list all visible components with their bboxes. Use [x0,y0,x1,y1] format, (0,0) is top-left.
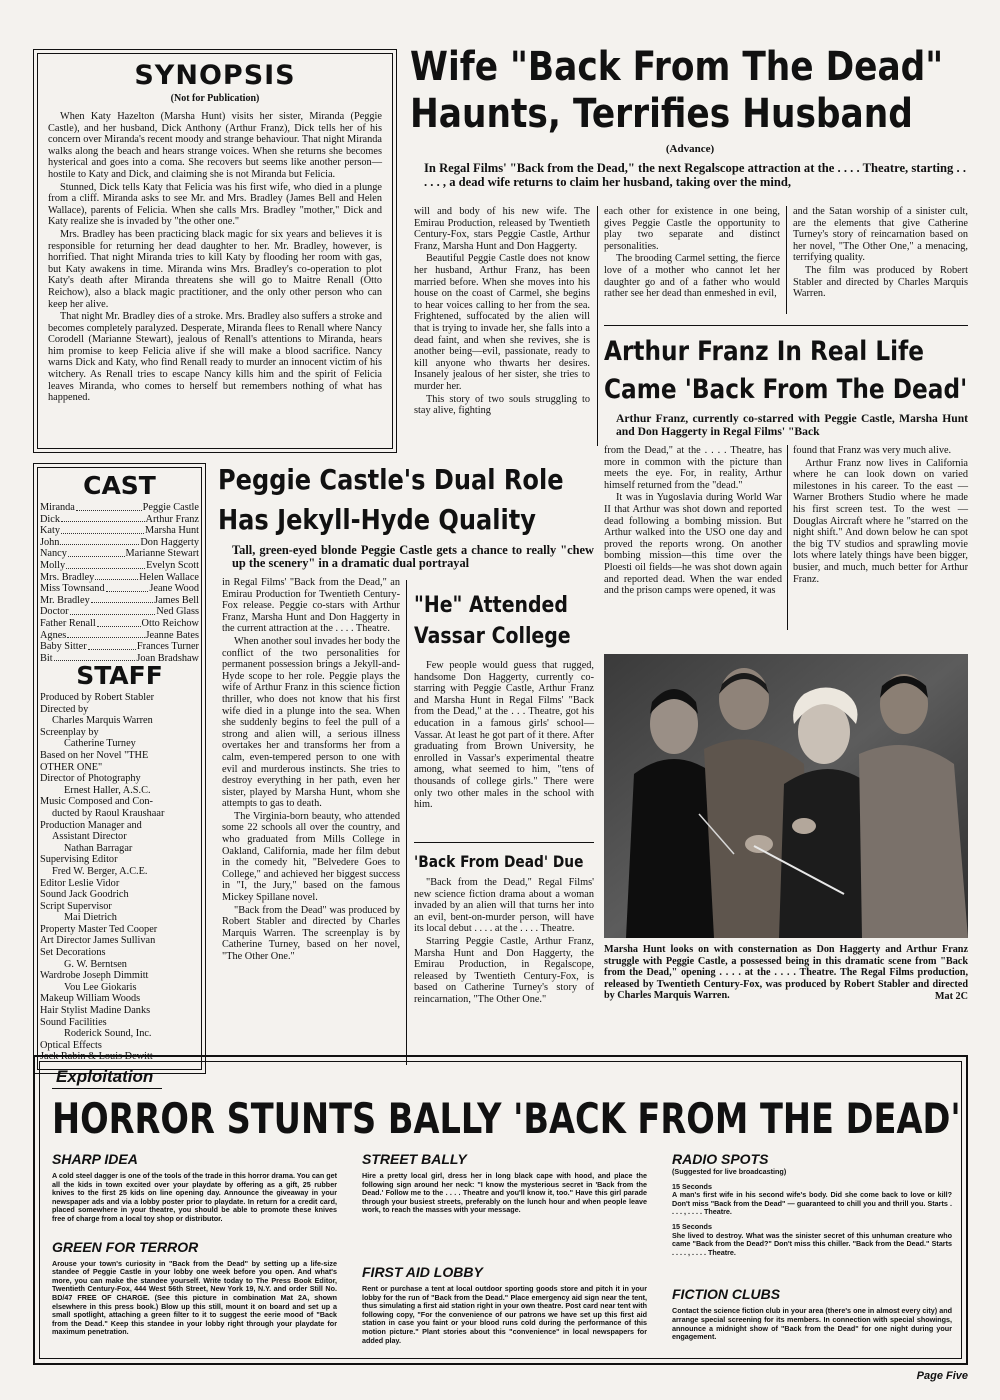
due-paragraph: "Back from the Dead," Regal Films' new science fiction drama about a woman invaded by an alien will that turns her into an evil, bent-on-murder person, will have its local debut . . . . at the . . . . Theatre. [414,877,594,935]
main-story-col-1 [414,206,590,418]
cast-actor: Don Haggerty [140,536,199,548]
peggie-paragraph: "Back from the Dead" was produced by Robert Stabler and directed by Charles Marquis Warren. The screenplay is by Catherine Turney, based on her novel, "The Other One." [222,904,400,962]
cast-role: Mrs. Bradley [40,571,95,583]
main-story-col-2 [604,206,780,301]
cast-row [40,502,199,514]
radio-spot-1-text: A man's first wife in his second wife's body. Did she come back to love or kill? Don't miss "Back from the Dead" — guaranteed to chill you and thrill you. Starts . . . . , . . . . Theatre. [672,1190,952,1217]
staff-line: Nathan Barragar [64,842,133,854]
cast-row [40,606,199,618]
staff-line: Editor Leslie Vidor [40,877,120,889]
main-headline-line-2: Haunts, Terrifies Husband [410,91,913,137]
radio-spots-title: RADIO SPOTS [672,1151,769,1167]
cast-actor: Helen Wallace [139,571,199,583]
he-headline-line-1: "He" Attended [414,593,568,618]
synopsis-paragraph: When Katy Hazelton (Marsha Hunt) visits her sister, Miranda (Peggie Castle), and her husband, Dick Anthony (Arthur Franz), Dick tells her of his concern over Miranda's recent moody and strange behaviour. That night Miranda walks along the beach and hears strange voices. When she returns she becomes hysterical and goes into a coma. She recovers but seems like another person—hostile to Katy and Dick, and claiming she is not Miranda but Felicia. [48,111,382,180]
leader-dots [70,606,156,615]
due-paragraph: Starring Peggie Castle, Arthur Franz, Marsha Hunt and Don Haggerty, the Emirau Production, in Regalscope, released by Twentieth Century-Fox, is based on Catherine Turney's story of reincarnation, "The Other One." [414,935,594,1005]
main-headline-line-1: Wife "Back From The Dead" [410,44,944,90]
staff-title: STAFF [76,661,163,690]
cast-section [40,470,199,664]
column-rule [786,206,787,314]
main-col1-paragraph: This story of two souls struggling to stay alive, fighting [414,393,590,417]
cast-title: CAST [83,471,156,500]
column-rule [787,445,788,630]
street-bally-title: STREET BALLY [362,1151,467,1167]
scene-photo-illustration [604,654,968,938]
leader-dots [91,595,153,604]
cast-row [40,618,199,630]
staff-line: Vou Lee Giokaris [64,981,137,993]
cast-actor: Ned Glass [156,606,199,618]
cast-row [40,525,199,537]
radio-spot-1-label: 15 Seconds [672,1181,712,1191]
staff-line: Roderick Sound, Inc. [64,1028,152,1040]
franz-col1-paragraph: from the Dead," at the . . . . Theatre, has more in common with the picture than meets the eye. For, in reality, Arthur himself returned from the "dead." [604,445,782,491]
cast-row [40,630,199,642]
staff-line: ducted by Raoul Kraushaar [52,807,165,819]
staff-line: Supervising Editor [40,854,118,866]
green-title: GREEN FOR TERROR [52,1238,199,1255]
main-col1-paragraph: Beautiful Peggie Castle does not know her husband, Arthur Franz, has been married before. When she moves into his house on the coast of Carmel, she begins to hear voices calling to her from the sea. Frightened, suffocated by the alien will that is trying to invade her, she falls into a dead faint, and when she revives, she is another being—evil, passionate, ready to kill anyone who thwarts her desires. Insanely jealous of her sister, she tries to murder her. [414,253,590,392]
cast-role: Miranda [40,502,75,513]
leader-dots [68,548,125,557]
leader-dots [95,572,138,581]
fiction-clubs-text: Contact the science fiction club in your area (there's one in almost every city) and arrange special screening for its members. In connection with special showings, announce a midnight show of "Back from the Dead" for one night during your engagement. [672,1306,952,1342]
main-story-lead: In Regal Films' "Back from the Dead," the next Regalscope attraction at the . . . . Theatre, starting . . . . . , a dead wife returns to claim her husband, taking over the mind, [424,161,966,189]
radio-spot-2-label: 15 Seconds [672,1221,712,1231]
photo-caption: Marsha Hunt looks on with consternation as Don Haggerty and Arthur Franz struggle with Peggie Castle, a possessed being in this dramatic scene from "Back from the Dead," opening . . . . at the . . . . Theatre. The Regal Films production, released by Twentieth Century-Fox, was produced by Robert Stabler and directed by Charles Marquis Warren. [604,944,968,1002]
staff-line: Music Composed and Con- [40,796,153,808]
main-col2-paragraph: The brooding Carmel setting, the fierce love of a mother who cannot let her daughter go and of a father who would rather see her dead than enmeshed in evil, [604,253,780,300]
street-bally-text: Hire a pretty local girl, dress her in long black cape with hood, and place the following sign around her neck: "I know the mysterious secret in 'Back from the Dead.' Follow me to the . . . . Theatre and you'll know it, too." Have this girl parade through your busiest streets, preferably on the lunch hour and when people leave work, to reach the masses with your message. [362,1171,647,1215]
main-story [410,44,970,189]
synopsis-subtitle: (Not for Publication) [170,93,260,104]
cast-role: Father Renall [40,617,96,629]
cast-actor: Peggie Castle [142,502,199,513]
synopsis-body [48,111,382,404]
cast-role: Bit [40,652,53,664]
cast-role: Mr. Bradley [40,594,90,606]
synopsis-box [33,49,397,453]
cast-row [40,548,199,560]
staff-line: Sound Facilities [40,1016,107,1028]
staff-line: Charles Marquis Warren [52,715,153,727]
staff-section [40,660,199,1063]
cast-actor: Jeanne Bates [145,629,199,641]
staff-line: Screenplay by [40,726,99,738]
staff-line: Hair Stylist Madine Danks [40,1005,151,1017]
he-headline-line-2: Vassar College [414,624,571,649]
main-story-tag: (Advance) [665,143,715,155]
peggie-paragraph: When another soul invades her body the conflict of the two personalities for permanent possession brings a Jekyll-and-Hyde scope to her role. Peggie plays the wife of Arthur Franz in this science fiction thriller, who does not know that his first wife died in a plunge into the sea. When she suddenly begins to feel the pull of a strong and alien will, a serious illness overtakes her and transforms her from a calm, even-tempered person to one with evil and murderous instincts. She tries to destroy everything in her path, even her sister, played by Marsha Hunt, whom she attempts to gas to death. [222,635,400,810]
exploitation-headline: HORROR STUNTS BALLY 'BACK FROM THE DEAD' [52,1094,961,1143]
staff-line: Optical Effects [40,1039,102,1051]
franz-col2-paragraph: Arthur Franz now lives in California where he can look down on varied milestones in his career. To the east — Warner Brothers Studio where he made his first screen test. To the west —Douglas Aircraft where he "starred on the night shift." And down below he can spot the big TV studios and sprawling movie lots where lately things have been bigger, busier, and much, much better for Arthur Franz. [793,457,968,585]
leader-dots [97,618,141,627]
leader-dots [88,641,136,650]
staff-line: Assistant Director [52,831,127,843]
he-paragraph: Few people would guess that rugged, handsome Don Haggerty, currently co-starring with Peggie Castle, Arthur Franz and Marsha Hunt in Regal Films' "Back from the Dead," at the . . . Theatre, got his education in a famous girls' school—Vassar. At least he got part of it there. After graduating from Brown University, he enrolled in Vassar's experimental theatre among, what seemed to him, "tens of thousands of college girls." There were only two other males in the school with him. [414,660,594,811]
staff-line: Art Director James Sullivan [40,935,156,947]
peggie-story-lead: Tall, green-eyed blonde Peggie Castle gets a chance to really "chew up the scenery" in a dramatic dual portrayal [232,543,594,571]
staff-line: Property Master Ted Cooper [40,923,158,935]
cast-row [40,537,199,549]
staff-line: Ernest Haller, A.S.C. [64,784,151,796]
cast-role: Katy [40,525,61,537]
section-rule [604,325,968,326]
cast-row [40,595,199,607]
staff-line: Makeup William Woods [40,993,141,1005]
exploit-col-2 [362,1150,647,1345]
cast-actor: Frances Turner [136,641,199,653]
staff-line: Fred W. Berger, A.C.E. [52,865,148,877]
synopsis-paragraph: Stunned, Dick tells Katy that Felicia was his first wife, who died in a plunge from a cliff. Miranda asks to see Mr. and Mrs. Bradley (James Bell and Helen Wallace), parents of Felicia. When she calls Mrs. Bradley "mother," Dick and Katy realize she is invaded by "the other one." [48,181,382,228]
franz-headline-line-1: Arthur Franz In Real Life [604,336,924,367]
peggie-paragraph: in Regal Films' "Back from the Dead," an Emirau Production for Twentieth Century-Fox release. Peggie co-stars with Arthur Franz, Marsha Hunt and Don Haggerty in the current attraction at the . . . . Theatre. [222,577,400,635]
staff-line: Based on her Novel "THE [40,749,149,761]
leader-dots [67,630,144,639]
staff-line: Jack Rabin & Louis Dewitt [40,1051,153,1063]
leader-dots [106,583,149,592]
peggie-headline-line-2: Has Jekyll-Hyde Quality [218,503,537,536]
staff-line: Script Supervisor [40,900,112,912]
cast-actor: Marianne Stewart [125,548,199,560]
radio-spot-2-text: She lived to destroy. What was the sinister secret of this unhuman creature who came "Back from the Dead?" Don't miss this chiller. "Back from the Dead." Starts . . . . , . . . . Theatre. [672,1230,952,1257]
leader-dots [60,537,139,546]
synopsis-paragraph: That night Mr. Bradley dies of a stroke. Mrs. Bradley also suffers a stroke and becomes completely paralyzed. Desperate, Miranda flees to Renall where Nancy Corodell (Marianne Stewart), jealous of Renall's attentions to Miranda, hears him promise to keep Felicia alive if she will make a blood sacrifice. Nancy warns Dick and Katy, who find Renall ready to murder an innocent victim of his witchery. As Renall tries to escape Nancy kills him and the spirit of Felicia leaves Miranda, who comes to herself but remembers nothing of what has happened. [48,311,382,404]
franz-headline-line-2: Came 'Back From The Dead' [604,374,968,405]
cast-role: Nancy [40,548,67,560]
main-col1-paragraph: will and body of his new wife. The Emirau Production, released by Twentieth Century-Fox, stars Peggie Castle, Arthur Franz, Marsha Hunt and Don Haggerty. [414,206,590,252]
cast-actor: Joan Bradshaw [136,652,199,664]
cast-actor: Arthur Franz [145,513,199,525]
leader-dots [61,525,144,534]
sharp-idea-text: A cold steel dagger is one of the tools of the trade in this horror drama. You can get all the kids in town excited over your playdate by offering as a gift, 25 rubber knives to the first 25 kids on line opening day. Announce the giveaway in your newspaper ads and via a lobby poster prior to playdate. In return for a credit card, placed somewhere in your theatre, you should be able to promote these knives free of charge from a local toy shop or distributor. [52,1171,338,1223]
leader-dots [66,560,145,569]
photo-caption-block [604,944,968,1002]
due-headline: 'Back From Dead' Due [414,852,584,871]
staff-line: OTHER ONE" [40,761,103,773]
franz-col2-paragraph: found that Franz was very much alive. [793,445,952,456]
staff-line: Mai Dietrich [64,912,117,924]
exploit-col-1 [52,1150,337,1337]
due-story [414,852,594,1007]
franz-story-lead: Arthur Franz, currently co-starred with Peggie Castle, Marsha Hunt and Don Haggerty in Regal Films' "Back [616,412,968,438]
main-story-col-3 [793,206,968,301]
cast-row [40,583,199,595]
due-story-body [414,877,594,1006]
sharp-idea-title: SHARP IDEA [52,1151,138,1167]
cast-list [40,502,199,664]
franz-story-col-1 [604,445,782,598]
first-aid-title: FIRST AID LOBBY [362,1263,483,1280]
franz-story-col-2 [793,445,968,586]
cast-actor: Marsha Hunt [144,525,199,537]
staff-line: Set Decorations [40,947,106,959]
main-col3-paragraph: The film was produced by Robert Stabler and directed by Charles Marquis Warren. [793,264,968,300]
cast-role: Baby Sitter [40,641,87,653]
fiction-clubs-title: FICTION CLUBS [672,1286,781,1303]
synopsis-title: SYNOPSIS [134,60,296,91]
peggie-headline-line-1: Peggie Castle's Dual Role [218,463,564,496]
he-story-body [414,660,594,811]
staff-line: G. W. Berntsen [64,958,127,970]
cast-role: Miss Townsand [40,583,105,595]
green-text: Arouse your town's curiosity in "Back from the Dead" by setting up a life-size standee of Peggie Castle in your lobby one week before you open. And what's more, you can make the standee yourself. Write today to The Press Book Editor, Twentieth Century-Fox, 444 West 56th Street, New York 19, N.Y. and order Still No. BD/47 FREE OF CHARGE. (See this picture in combination Mat 2A, shown elsewhere in this press book.) Blow up this still, mount it on board and set up a small spotlight, attaching a green filter to it to suggest the eerie mood of "Back from the Dead." Keep this standee in your lobby right through your playdate for maximum penetration. [52,1258,337,1337]
staff-list [40,692,199,1063]
staff-line: Director of Photography [40,773,141,785]
label-underline [52,1088,162,1089]
exploit-col-3 [672,1150,952,1342]
mat-label: Mat 2C [934,990,968,1002]
leader-dots [61,514,145,523]
column-rule [597,206,598,446]
peggie-story-body [222,577,400,964]
scene-photo [604,654,968,938]
cast-actor: Otto Reichow [141,617,199,629]
main-col2-paragraph: each other for existence in one being, gives Peggie Castle the opportunity to play two separate and distinct personalities. [604,206,780,252]
cast-role: Doctor [40,606,69,618]
staff-line: Wardrobe Joseph Dimmitt [40,970,149,982]
column-rule [406,580,407,1065]
radio-spots-subtitle: (Suggested for live broadcasting) [672,1167,787,1176]
cast-actor: James Bell [154,594,199,606]
franz-col1-paragraph: It was in Yugoslavia during World War II that Arthur was shot down and reported dead following a bombing mission. But Arthur walked into the USO one day and proved the reports wrong. On another bombing mission—this time over the Ploesti oil fields—he was shot down again and reported dead. When the war ended and the prison camps were opened, it was [604,492,782,597]
page-number: Page Five [916,1370,968,1382]
main-col3-paragraph: and the Satan worship of a sinister cult, are the elements that give Catherine Turney's story of reincarnation based on her novel, "The Other One," a menacing, terrifying quality. [793,206,968,264]
staff-line: Directed by [40,703,89,715]
section-rule [414,842,594,843]
cast-row [40,641,199,653]
staff-line: Produced by Robert Stabler [40,692,155,703]
staff-line: Catherine Turney [64,738,136,750]
cast-role: Agnes [40,629,67,641]
synopsis-paragraph: Mrs. Bradley has been practicing black magic for six years and believes it is responsible for returning her dead daughter to her. Mr. Bradley, however, is horrified. That night Miranda tries to kill Katy by flooding her room with gas, but Katy awakens in time. Miranda wins Mrs. Bradley's co-operation to plot Katy's death after Miranda threatens she will go to Maitre Renall (Otto Reichow), also a black magic practitioner, and the only other person who can keep her alive. [48,228,382,310]
first-aid-text: Rent or purchase a tent at local outdoor sporting goods store and pitch it in your lobby for the run of "Back from the Dead." Place emergency aid sign near the tent, thus simulating a first aid station right in your own theatre. Post card near tent with following copy, "For the convenience of our patrons we have set up this first aid station in case you faint or your blood runs cold during the performance of this motion picture." Plant stories about this "convenience" in local newspapers for added play. [362,1283,647,1345]
peggie-story [218,460,596,571]
staff-line: Production Manager and [40,819,142,831]
exploitation-label: Exploitation [56,1067,154,1086]
he-story [414,590,594,812]
leader-dots [76,502,142,511]
cast-row [40,514,199,526]
cast-actor: Evelyn Scott [146,559,199,571]
cast-actor: Jeane Wood [149,583,199,595]
franz-story [604,333,970,438]
cast-role: Molly [40,559,66,571]
staff-line: Sound Jack Goodrich [40,889,129,901]
peggie-paragraph: The Virginia-born beauty, who attended some 22 schools all over the country, and who graduated from Mills College in Oakland, California, made her film debut in the comedy hit, "Belvedere Goes to College," and achieved her biggest success in "I, the Jury," based on the famous Mickey Spillane novel. [222,810,400,904]
cast-row [40,572,199,584]
cast-role: John [40,536,60,548]
cast-role: Dick [40,513,61,525]
cast-row [40,560,199,572]
